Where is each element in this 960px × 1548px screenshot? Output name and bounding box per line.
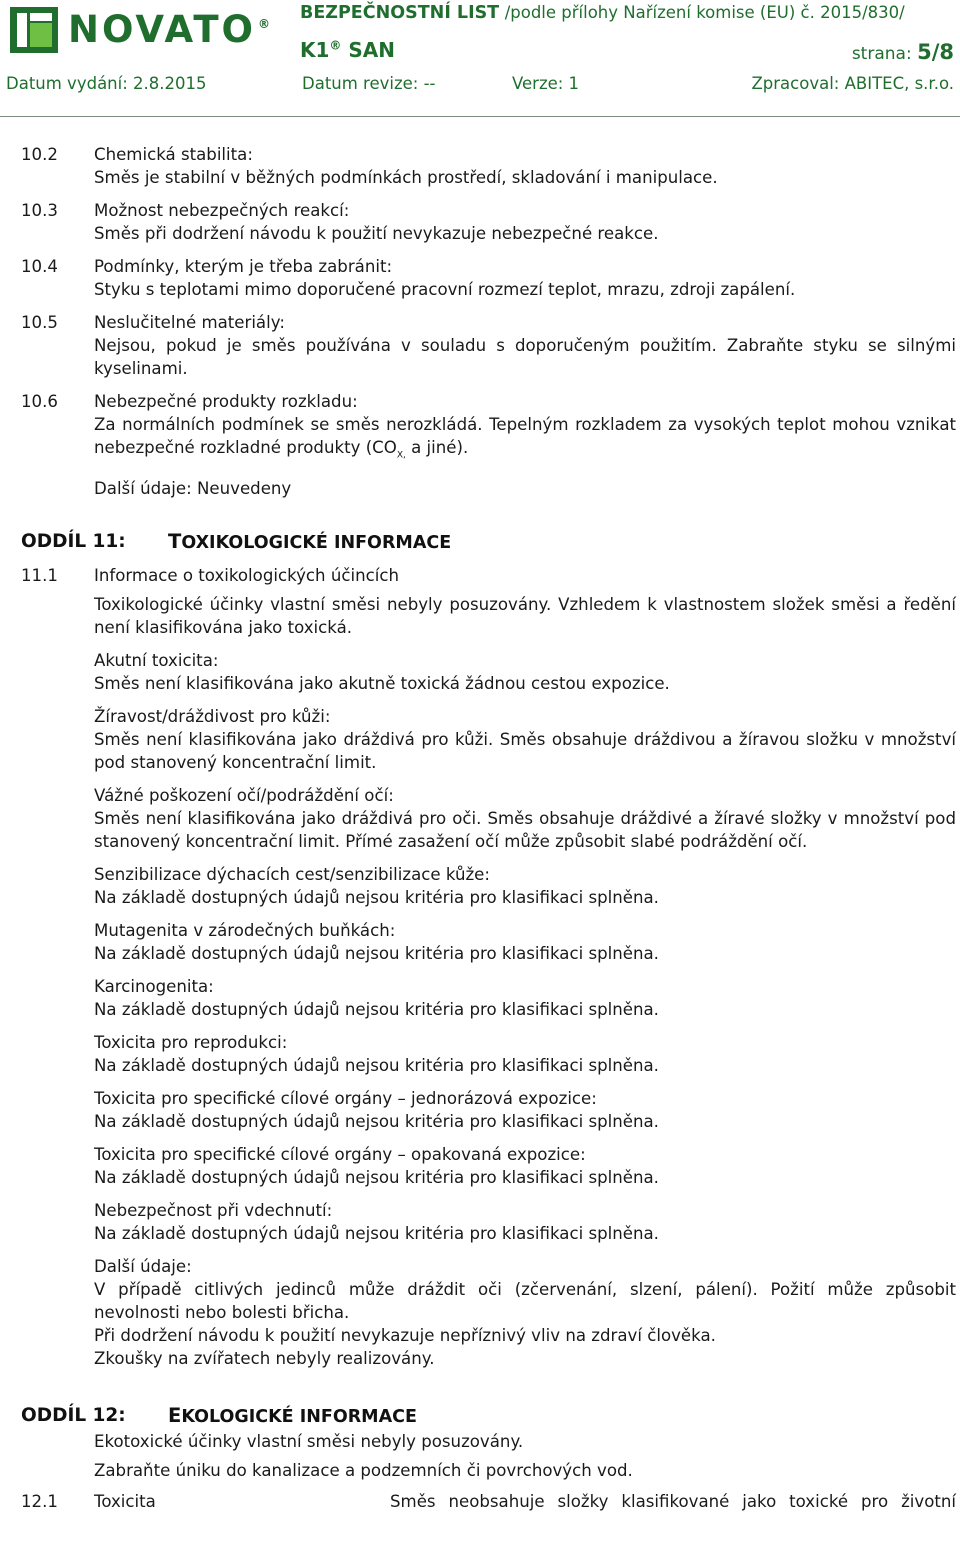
- version: Verze: 1: [512, 74, 580, 93]
- intro-line: Ekotoxické účinky vlastní směsi nebyly posuzovány.: [94, 1432, 524, 1452]
- section-code: ODDÍL 12:: [21, 1405, 126, 1427]
- item-10-4: [0, 255, 960, 301]
- stot-repeated-text: Na základě dostupných údajů nejsou kritéria pro klasifikaci splněna.: [94, 1168, 659, 1188]
- eye-irritation-text: Směs není klasifikována jako dráždivá pro oči. Směs obsahuje dráždivé a žíravé složky v množství pod stanovený koncentrační limit. Přímé zasažení očí může způsobit slabé podráždění očí.: [94, 809, 956, 852]
- page-number: strana: 5/8: [851, 40, 954, 64]
- mutagenicity-text: Na základě dostupných údajů nejsou kritéria pro klasifikaci splněna.: [94, 944, 659, 964]
- item-11-1: [0, 564, 960, 1370]
- item-text: Směs je stabilní v běžných podmínkách prostředí, skladování i manipulace.: [94, 168, 718, 187]
- item-title: Možnost nebezpečných reakcí:: [94, 201, 350, 220]
- document-title: BEZPEČNOSTNÍ LIST /podle přílohy Nařízení komise (EU) č. 2015/830/: [300, 3, 905, 23]
- item-10-2: [0, 143, 960, 189]
- item-number: 10.6: [21, 392, 58, 411]
- item-12-1: [0, 1490, 960, 1513]
- item-number: 11.1: [21, 566, 58, 586]
- aspiration-hazard-title: Nebezpečnost při vdechnutí:: [94, 1201, 333, 1221]
- item-10-3: [0, 199, 960, 245]
- item-number: 10.2: [21, 145, 58, 164]
- item-number: 12.1: [21, 1492, 58, 1512]
- section-name: EKOLOGICKÉ INFORMACE: [168, 1404, 417, 1428]
- document-body: [0, 143, 960, 1513]
- item-title: Nebezpečné produkty rozkladu:: [94, 392, 358, 411]
- item-title: Neslučitelné materiály:: [94, 313, 285, 332]
- section-code: ODDÍL 11:: [21, 531, 126, 553]
- acute-toxicity-text: Směs není klasifikována jako akutně toxická žádnou cestou expozice.: [94, 674, 670, 694]
- skin-irritation-text: Směs není klasifikována jako dráždivá pro kůži. Směs obsahuje dráždivou a žíravou složku v množství pod stanovený koncentrační limit.: [94, 730, 956, 773]
- carcinogenicity-text: Na základě dostupných údajů nejsou kritéria pro klasifikaci splněna.: [94, 1000, 659, 1020]
- further-info: Další údaje: Neuvedeny: [94, 479, 292, 499]
- section-12-intro: [0, 1430, 960, 1482]
- item-title: Toxicita: [94, 1492, 156, 1512]
- document-header: [0, 0, 960, 120]
- item-number: 10.3: [21, 201, 58, 220]
- stot-repeated-title: Toxicita pro specifické cílové orgány – opakovaná expozice:: [94, 1145, 586, 1165]
- item-title: Informace o toxikologických účincích: [94, 566, 399, 586]
- other-info-text: V případě citlivých jedinců může dráždit oči (zčervenání, slzení, pálení). Požití může způsobit nevolnosti nebo bolesti břicha.: [94, 1280, 956, 1323]
- other-info-text: Zkoušky na zvířatech nebyly realizovány.: [94, 1349, 435, 1369]
- item-number: 10.4: [21, 257, 58, 276]
- reproductive-toxicity-text: Na základě dostupných údajů nejsou kritéria pro klasifikaci splněna.: [94, 1056, 659, 1076]
- header-divider: [0, 116, 960, 117]
- reproductive-toxicity-title: Toxicita pro reprodukci:: [94, 1033, 288, 1053]
- item-text: Směs neobsahuje složky klasifikované jako toxické pro životní: [390, 1492, 956, 1512]
- carcinogenicity-title: Karcinogenita:: [94, 977, 214, 997]
- acute-toxicity-title: Akutní toxicita:: [94, 651, 219, 671]
- intro-line: Zabraňte úniku do kanalizace a podzemních či povrchových vod.: [94, 1461, 633, 1481]
- sensitisation-title: Senzibilizace dýchacích cest/senzibilizace kůže:: [94, 865, 490, 885]
- item-10-5: [0, 311, 960, 380]
- item-text: Styku s teplotami mimo doporučené pracovní rozmezí teplot, mrazu, zdroji zapálení.: [94, 280, 796, 299]
- revision-date: Datum revize: --: [302, 74, 436, 93]
- other-info-title: Další údaje:: [94, 1257, 192, 1277]
- logo-wordmark: NOVATO ®: [68, 8, 271, 51]
- product-name: K1® SAN: [300, 38, 396, 62]
- stot-single-title: Toxicita pro specifické cílové orgány – jednorázová expozice:: [94, 1089, 597, 1109]
- item-text: Za normálních podmínek se směs nerozkládá. Tepelným rozkladem za vysokých teplot mohou vznikat nebezpečné rozkladné produkty ($CO_{X,}$ a jiné).: [94, 415, 956, 461]
- aspiration-hazard-text: Na základě dostupných údajů nejsou kritéria pro klasifikaci splněna.: [94, 1224, 659, 1244]
- other-info-text: Při dodržení návodu k použití nevykazuje nepříznivý vliv na zdraví člověka.: [94, 1326, 716, 1346]
- item-10-6: [0, 390, 960, 500]
- company-logo: [10, 4, 290, 54]
- item-text: Směs při dodržení návodu k použití nevykazuje nebezpečné reakce.: [94, 224, 659, 243]
- item-number: 10.5: [21, 313, 58, 332]
- section-name: TOXIKOLOGICKÉ INFORMACE: [168, 530, 452, 554]
- novato-logo-mark-icon: [10, 7, 58, 53]
- sensitisation-text: Na základě dostupných údajů nejsou kritéria pro klasifikaci splněna.: [94, 888, 659, 908]
- prepared-by: Zpracoval: ABITEC, s.r.o.: [751, 74, 954, 93]
- mutagenicity-title: Mutagenita v zárodečných buňkách:: [94, 921, 396, 941]
- skin-irritation-title: Žíravost/dráždivost pro kůži:: [94, 707, 331, 727]
- stot-single-text: Na základě dostupných údajů nejsou kritéria pro klasifikaci splněna.: [94, 1112, 659, 1132]
- section-12-heading: [0, 1402, 960, 1430]
- item-title: Chemická stabilita:: [94, 145, 253, 164]
- issue-date: Datum vydání: 2.8.2015: [6, 74, 207, 93]
- item-text: Toxikologické účinky vlastní směsi nebyly posuzovány. Vzhledem k vlastnostem složek směsi a ředění není klasifikována jako toxická.: [94, 595, 956, 638]
- item-title: Podmínky, kterým je třeba zabránit:: [94, 257, 393, 276]
- eye-irritation-title: Vážné poškození očí/podráždění očí:: [94, 786, 394, 806]
- item-text: Nejsou, pokud je směs používána v souladu s doporučeným použitím. Zabraňte styku se silnými kyselinami.: [94, 336, 956, 378]
- section-11-heading: [0, 528, 960, 556]
